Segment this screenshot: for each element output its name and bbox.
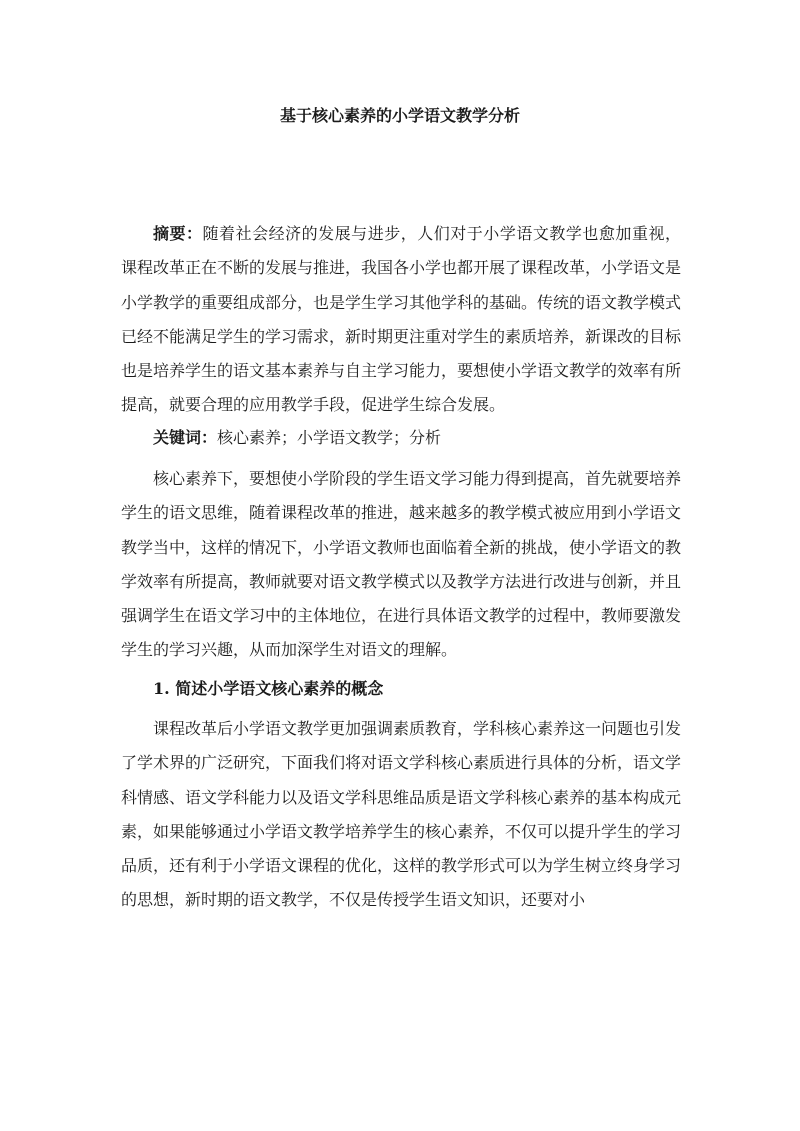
section-paragraph: 课程改革后小学语文教学更加强调素质教育，学科核心素养这一问题也引发了学术界的广泛研究，下面我们将对语文学科核心素质进行具体的分析，语文学科情感、语文学科能力以及语文学科思维品质是语文学科核心素养的基本构成元素，如果能够通过小学语文教学培养学生的核心素养，不仅可以提升学生的学习品质，还有利于小学语文课程的优化，这样的教学形式可以为学生树立终身学习的思想，新时期的语文教学，不仅是传授学生语文知识，还要对小 <box>121 719 682 910</box>
keywords-label: 关键词： <box>153 428 218 447</box>
page-title: 基于核心素养的小学语文教学分析 <box>279 106 520 125</box>
keywords-paragraph <box>121 421 681 455</box>
abstract-label: 摘要： <box>153 224 203 243</box>
abstract-text: 随着社会经济的发展与进步，人们对于小学语文教学也愈加重视，课程改革正在不断的发展与推进，我国各小学也都开展了课程改革，小学语文是小学教学的重要组成部分，也是学生学习其他学科的基础。传统的语文教学模式已经不能满足学生的学习需求，新时期更注重对学生的素质培养，新课改的目标也是培养学生的语文基本素养与自主学习能力，要想使小学语文教学的效率有所提高，就要合理的应用教学手段，促进学生综合发展。 <box>121 224 682 415</box>
abstract-paragraph <box>121 217 681 423</box>
intro-paragraph: 核心素养下，要想使小学阶段的学生语文学习能力得到提高，首先就要培养学生的语文思维，随着课程改革的推进，越来越多的教学模式被应用到小学语文教学当中，这样的情况下，小学语文教师也面临着全新的挑战，使小学语文的教学效率有所提高，教师就要对语文教学模式以及教学方法进行改进与创新，并且强调学生在语文学习中的主体地位，在进行具体语文教学的过程中，教师要激发学生的学习兴趣，从而加深学生对语文的理解。 <box>121 469 682 660</box>
section-heading: 1. 简述小学语文核心素养的概念 <box>153 679 384 698</box>
keywords-text: 核心素养；小学语文教学；分析 <box>217 428 442 447</box>
